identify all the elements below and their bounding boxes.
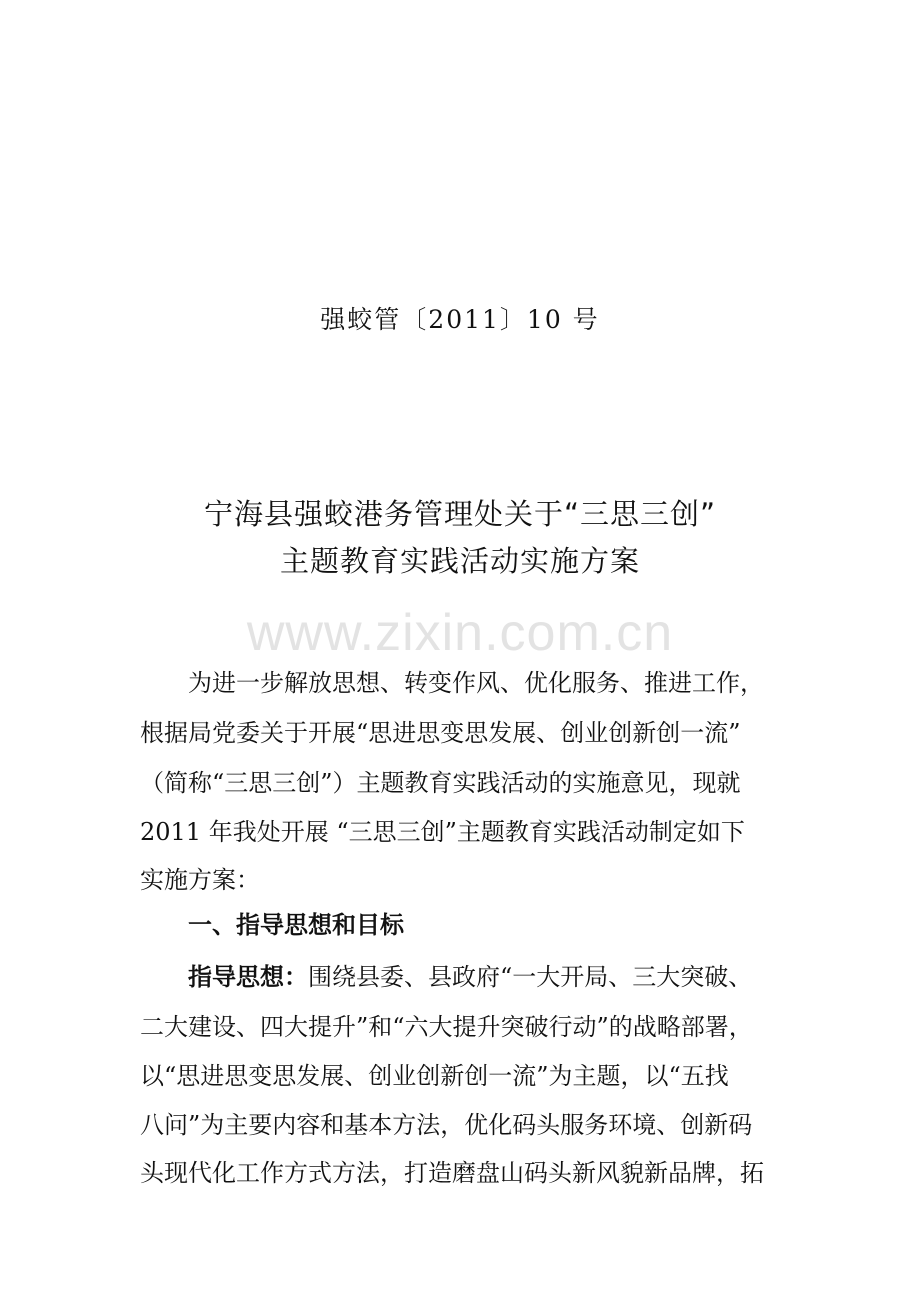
intro-paragraph-line: 为进一步解放思想、转变作风、优化服务、推进工作， [188,669,764,697]
watermark: www.zixin.com.cn [246,604,674,662]
document-title-line-2: 主题教育实践活动实施方案 [279,544,640,578]
intro-paragraph-line: 实施方案： [140,866,260,894]
guiding-paragraph-line: 二大建设、四大提升”和“六大提升突破行动”的战略部署， [140,1013,753,1041]
guiding-paragraph-line: 八问”为主要内容和基本方法，优化码头服务环境、创新码 [140,1111,753,1139]
document-title-line-1: 宁海县强蛟港务管理处关于“三思三创” [203,497,717,531]
guiding-label: 指导思想： [188,963,308,991]
guiding-paragraph-first-line [188,957,752,992]
guiding-first-line-text: 围绕县委、县政府“一大开局、三大突破、 [308,963,753,991]
document-number: 强蛟管〔2011〕10 号 [320,305,600,334]
intro-paragraph-line: 根据局党委关于开展“思进思变思发展、创业创新创一流” [140,719,741,747]
intro-paragraph-line: 2011 年我处开展 “三思三创”主题教育实践活动制定如下 [140,818,745,846]
section-heading: 一、指导思想和目标 [188,911,404,939]
guiding-paragraph-line: 以“思进思变思发展、创业创新创一流”为主题，以“五找 [140,1062,729,1090]
guiding-paragraph-line: 头现代化工作方式方法，打造磨盘山码头新风貌新品牌，拓 [140,1159,764,1187]
intro-paragraph-line: （简称“三思三创”）主题教育实践活动的实施意见，现就 [140,769,741,797]
